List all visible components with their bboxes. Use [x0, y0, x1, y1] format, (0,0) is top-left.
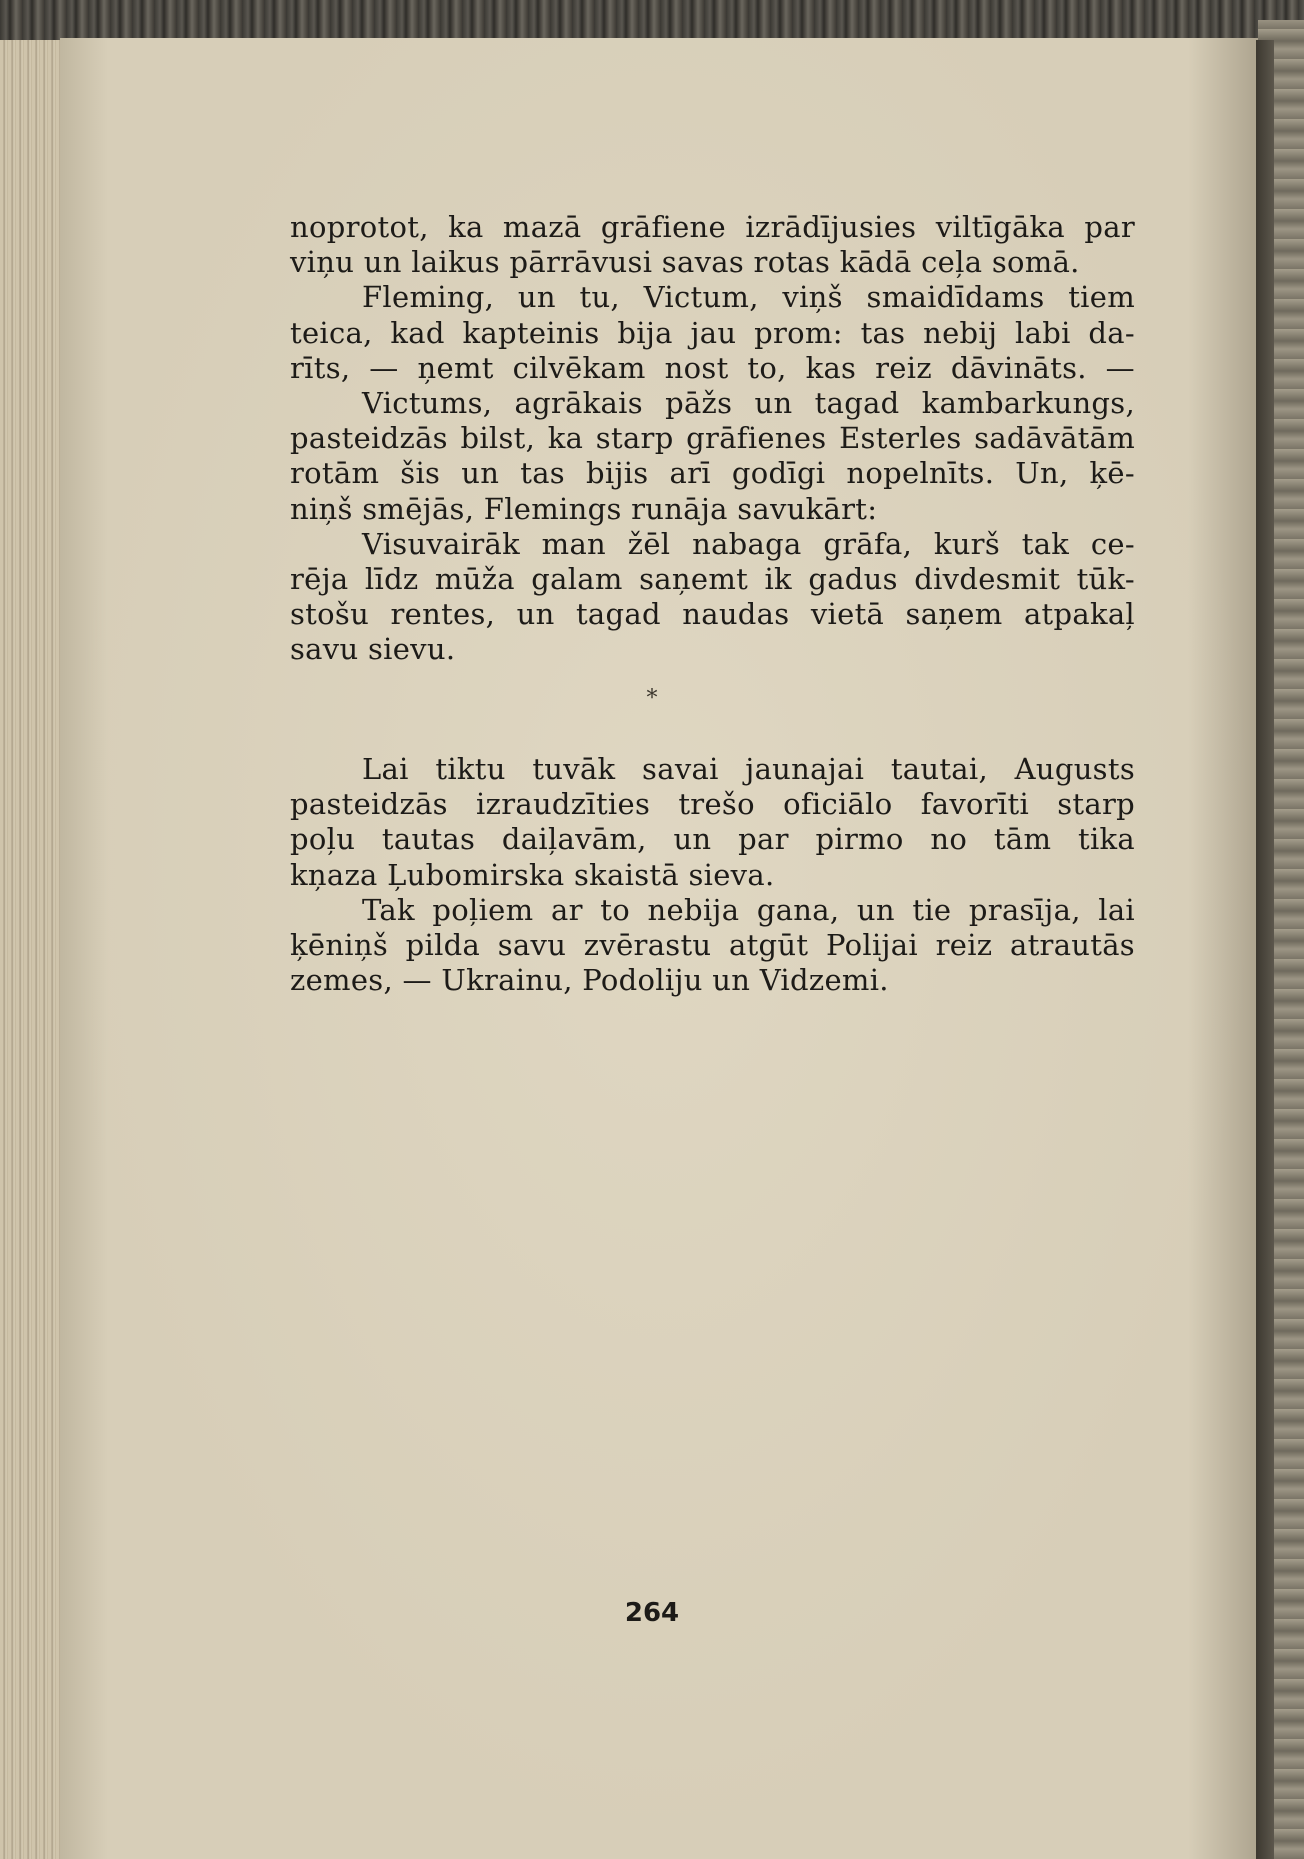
paragraph	[290, 280, 1135, 386]
book-spine-shadow	[1256, 40, 1274, 1859]
paragraph	[290, 527, 1135, 668]
page-text-top	[290, 210, 1135, 668]
text-line: pasteidzās izraudzīties trešo oficiālo favorīti starp	[290, 787, 1135, 822]
text-line: poļu tautas daiļavām, un par pirmo no tām tika	[290, 822, 1135, 857]
page-text-bottom	[290, 752, 1135, 998]
paragraph	[290, 386, 1135, 527]
text-line: kņaza Ļubomirska skaistā sieva.	[290, 857, 775, 892]
text-line: ķēniņš pilda savu zvērastu atgūt Polijai reiz atrautās	[290, 928, 1135, 963]
text-line: Fleming, un tu, Victum, viņš smaidīdams tiem	[362, 280, 1135, 315]
paragraph	[290, 893, 1135, 999]
paragraph	[290, 752, 1135, 893]
text-line: rīts, — ņemt cilvēkam nost to, kas reiz dāvināts. —	[290, 350, 1135, 385]
text-line: teica, kad kapteinis bija jau prom: tas nebij labi da-	[290, 315, 1135, 350]
text-line: zemes, — Ukrainu, Podoliju un Vidzemi.	[290, 963, 889, 998]
text-line: Tak poļiem ar to nebija gana, un tie prasīja, lai	[362, 892, 1135, 927]
text-line: niņš smējās, Flemings runāja savukārt:	[290, 491, 878, 526]
text-line: Visuvairāk man žēl nabaga grāfa, kurš tak ce-	[362, 526, 1135, 561]
text-line: stošu rentes, un tagad naudas vietā saņem atpakaļ	[290, 597, 1135, 632]
text-line: Lai tiktu tuvāk savai jaunajai tautai, Augusts	[362, 752, 1135, 786]
text-line: pasteidzās bilst, ka starp grāfienes Esterles sadāvātām	[290, 421, 1135, 456]
text-line: viņu un laikus pārrāvusi savas rotas kādā ceļa somā.	[290, 245, 1080, 280]
text-line: noprotot, ka mazā grāfiene izrādījusies viltīgāka par	[290, 210, 1135, 244]
text-line: rotām šis un tas bijis arī godīgi nopelnīts. Un, ķē-	[290, 456, 1135, 491]
text-line: Victums, agrākais pāžs un tagad kambarkungs,	[362, 386, 1135, 421]
text-line: rēja līdz mūža galam saņemt ik gadus divdesmit tūk-	[290, 562, 1135, 597]
paragraph	[290, 210, 1135, 280]
page-number: 264	[624, 1598, 680, 1628]
section-separator: *	[646, 686, 658, 711]
text-line: savu sievu.	[290, 632, 456, 667]
